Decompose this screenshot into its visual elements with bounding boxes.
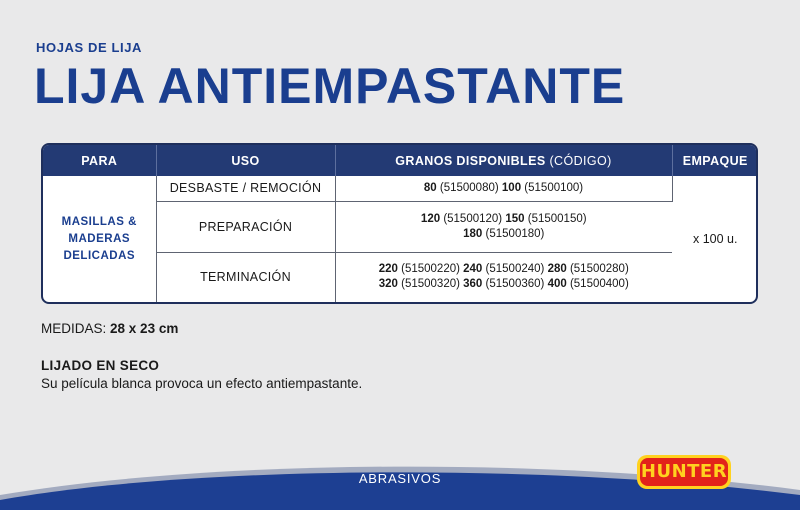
grit-code: (51500100) <box>524 181 584 194</box>
hunter-logo-text: HUNTER <box>640 461 728 482</box>
grit-value: 280 <box>547 263 567 276</box>
grit-code: (51500240) <box>485 263 545 276</box>
feature-title: LIJADO EN SECO <box>41 358 160 373</box>
grit-code: (51500080) <box>439 181 499 194</box>
grit-value: 120 <box>420 212 441 225</box>
granos-cell <box>335 176 672 201</box>
header-granos-label: GRANOS DISPONIBLES <box>395 153 546 168</box>
granos-cell <box>335 201 672 252</box>
grit-code: (51500180) <box>485 227 545 240</box>
grit-value: 320 <box>378 278 398 291</box>
uso-cell: PREPARACIÓN <box>156 201 335 252</box>
table-row <box>43 176 758 201</box>
grain-line <box>340 181 668 196</box>
grit-value: 180 <box>463 227 483 240</box>
empaque-cell: x 100 u. <box>693 232 738 246</box>
grit-code: (51500150) <box>527 212 587 225</box>
para-line: MADERAS <box>68 232 131 245</box>
grit-value: 220 <box>378 263 398 276</box>
grain-line <box>340 262 669 277</box>
grit-value: 240 <box>463 263 483 276</box>
grit-value: 80 <box>423 181 437 194</box>
granos-cell <box>335 252 672 302</box>
product-title: LIJA ANTIEMPASTANTE <box>34 58 626 114</box>
header-para: PARA <box>43 145 156 176</box>
grit-code: (51500360) <box>485 278 545 291</box>
grit-code: (51500320) <box>401 278 460 291</box>
para-line: DELICADAS <box>63 249 136 262</box>
header-granos <box>335 145 672 176</box>
header-uso: USO <box>156 145 335 176</box>
grit-value: 360 <box>463 278 483 291</box>
header-empaque: EMPAQUE <box>672 145 758 176</box>
grain-line <box>340 277 669 292</box>
category-kicker: HOJAS DE LIJA <box>36 40 143 55</box>
uso-cell: DESBASTE / REMOCIÓN <box>156 176 335 201</box>
grit-value: 400 <box>547 278 567 291</box>
spec-table <box>41 143 758 304</box>
grit-code: (51500120) <box>443 212 503 225</box>
table-header-row <box>43 145 758 176</box>
grit-value: 150 <box>505 212 525 225</box>
para-line: MASILLAS & <box>61 215 137 228</box>
grain-line <box>340 212 669 227</box>
medidas-line <box>41 321 178 336</box>
grit-code: (51500220) <box>401 263 460 276</box>
grit-code: (51500400) <box>569 278 629 291</box>
uso-cell: TERMINACIÓN <box>156 252 335 302</box>
medidas-label: MEDIDAS: <box>41 321 107 336</box>
grit-code: (51500280) <box>569 263 629 276</box>
grit-value: 100 <box>501 181 522 194</box>
header-granos-sub: (CÓDIGO) <box>549 153 612 168</box>
feature-description: Su película blanca provoca un efecto antiempastante. <box>41 376 363 391</box>
footer-category-label: ABRASIVOS <box>358 471 442 486</box>
medidas-value: 28 x 23 cm <box>110 321 179 336</box>
para-cell <box>43 176 156 302</box>
grain-line <box>340 227 669 242</box>
